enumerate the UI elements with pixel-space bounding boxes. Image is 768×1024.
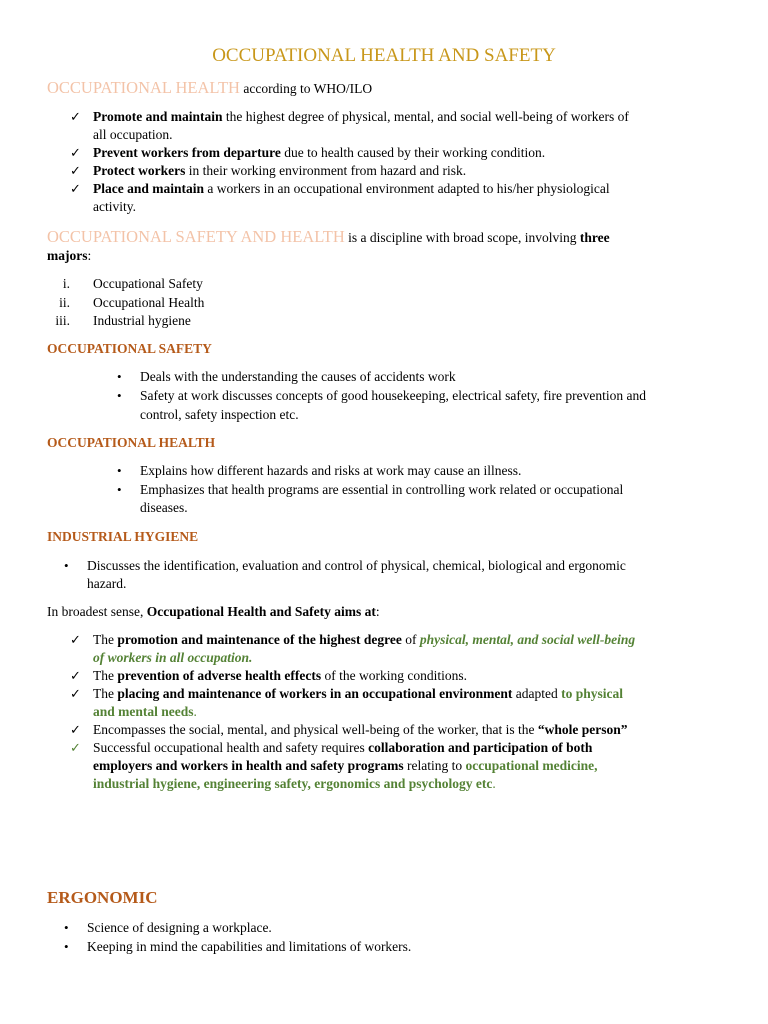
- list-item: [93, 162, 733, 180]
- item-text-cont: all occupation.: [93, 127, 173, 142]
- check-icon: ✓: [70, 686, 81, 701]
- check-icon: ✓: [70, 181, 81, 196]
- broad-post: :: [375, 604, 380, 619]
- list-item: Industrial hygiene: [93, 313, 191, 328]
- aim-pre: The: [93, 686, 118, 701]
- section-heading-health: OCCUPATIONAL HEALTH: [47, 435, 216, 450]
- osh-heading: OCCUPATIONAL SAFETY AND HEALTH: [47, 227, 345, 246]
- list-item: [93, 739, 592, 757]
- list-item: Explains how different hazards and risks at work may cause an illness.: [140, 463, 522, 478]
- list-item: Occupational Health: [93, 295, 205, 310]
- item-text: a workers in an occupational environment adapted to his/her physiological: [204, 181, 610, 196]
- broad-bold: Occupational Health and Safety aims at: [146, 604, 376, 619]
- check-icon: ✓: [70, 722, 81, 737]
- list-item: [93, 721, 627, 739]
- check-icon: ✓: [70, 632, 81, 647]
- aim-pre: Successful occupational health and safety requires: [93, 740, 369, 755]
- list-item: [93, 667, 467, 685]
- bullet-icon: •: [64, 920, 69, 935]
- aim-green: to physical: [561, 686, 624, 701]
- aim-bold: prevention of adverse health effects: [117, 668, 322, 683]
- list-number: iii.: [55, 313, 70, 328]
- osh-intro-colon: :: [87, 248, 92, 263]
- list-item-cont: control, safety inspection etc.: [140, 407, 299, 422]
- oh-intro-tail: according to WHO/ILO: [239, 81, 373, 96]
- item-bold: Promote and maintain: [93, 109, 223, 124]
- aim-pre: Encompasses the social, mental, and physical well-being of the worker, that is the: [93, 722, 538, 737]
- bullet-icon: •: [117, 463, 122, 478]
- section-heading-hygiene: INDUSTRIAL HYGIENE: [47, 529, 199, 544]
- aim-bold: placing and maintenance of workers in an occupational environment: [117, 686, 513, 701]
- list-item: Science of designing a workplace.: [87, 920, 272, 935]
- osh-intro-bold2: majors: [47, 248, 88, 263]
- osh-intro-tail: is a discipline with broad scope, involving: [344, 230, 580, 245]
- aim-end: .: [193, 704, 197, 719]
- check-icon: ✓: [70, 740, 81, 755]
- check-icon: ✓: [70, 109, 81, 124]
- item-text: the highest degree of physical, mental, and social well-being of workers of: [222, 109, 629, 124]
- broad-pre: In broadest sense,: [47, 604, 147, 619]
- list-item: [93, 180, 733, 198]
- aim-pre: The: [93, 668, 118, 683]
- list-item-cont: [93, 703, 197, 721]
- item-bold: Prevent workers from departure: [93, 145, 281, 160]
- oh-intro: [47, 79, 372, 98]
- aim-bold: employers and workers in health and safety programs: [93, 758, 404, 773]
- aim-end: .: [492, 776, 496, 791]
- aim-green: physical, mental, and social well-being: [419, 632, 636, 647]
- aim-green: occupational medicine,: [465, 758, 598, 773]
- list-item: Discusses the identification, evaluation and control of physical, chemical, biological and ergonomic: [87, 558, 626, 573]
- osh-intro-cont: [47, 247, 91, 265]
- aim-bold: promotion and maintenance of the highest degree: [117, 632, 402, 647]
- aim-green: industrial hygiene, engineering safety, ergonomics and psychology etc: [93, 776, 493, 791]
- bullet-icon: •: [117, 482, 122, 497]
- list-item-cont: diseases.: [140, 500, 188, 515]
- bullet-icon: •: [64, 939, 69, 954]
- aim-post: of the working conditions.: [321, 668, 467, 683]
- bullet-icon: •: [64, 558, 69, 573]
- check-icon: ✓: [70, 163, 81, 178]
- section-heading-ergonomic: ERGONOMIC: [47, 888, 158, 907]
- list-number: i.: [62, 276, 70, 291]
- list-item: [93, 144, 733, 162]
- aim-pre: The: [93, 632, 118, 647]
- item-text: in their working environment from hazard and risk.: [185, 163, 467, 178]
- list-item: [93, 108, 733, 126]
- page-title: OCCUPATIONAL HEALTH AND SAFETY: [212, 45, 556, 66]
- aim-green: and mental needs: [93, 704, 194, 719]
- list-item-cont: [93, 775, 496, 793]
- aim-mid: of: [401, 632, 420, 647]
- section-heading-safety: OCCUPATIONAL SAFETY: [47, 341, 212, 356]
- osh-intro-bold: three: [579, 230, 610, 245]
- oh-heading: OCCUPATIONAL HEALTH: [47, 78, 240, 97]
- list-item: [93, 685, 623, 703]
- list-item-cont: hazard.: [87, 576, 127, 591]
- list-item: [93, 631, 635, 649]
- aim-bold: collaboration and participation of both: [368, 740, 593, 755]
- list-item: Safety at work discusses concepts of good housekeeping, electrical safety, fire prevention and: [140, 388, 646, 403]
- aim-mid: adapted: [512, 686, 562, 701]
- list-item: Deals with the understanding the causes of accidents work: [140, 369, 456, 384]
- item-text: due to health caused by their working condition.: [280, 145, 546, 160]
- bullet-icon: •: [117, 369, 122, 384]
- item-text-cont: activity.: [93, 199, 136, 214]
- check-icon: ✓: [70, 145, 81, 160]
- list-item-cont: of workers in all occupation.: [93, 650, 253, 665]
- list-item: Emphasizes that health programs are essential in controlling work related or occupational: [140, 482, 624, 497]
- list-number: ii.: [59, 295, 70, 310]
- broad-sense-line: [47, 603, 380, 621]
- item-bold: Place and maintain: [93, 181, 205, 196]
- item-bold: Protect workers: [93, 163, 186, 178]
- check-icon: ✓: [70, 668, 81, 683]
- list-item: Occupational Safety: [93, 276, 203, 291]
- list-item: Keeping in mind the capabilities and limitations of workers.: [87, 939, 412, 954]
- bullet-icon: •: [117, 388, 122, 403]
- osh-intro: [47, 228, 610, 247]
- aim-bold: “whole person”: [537, 722, 628, 737]
- aim-mid: relating to: [403, 758, 466, 773]
- list-item-cont: [93, 757, 598, 775]
